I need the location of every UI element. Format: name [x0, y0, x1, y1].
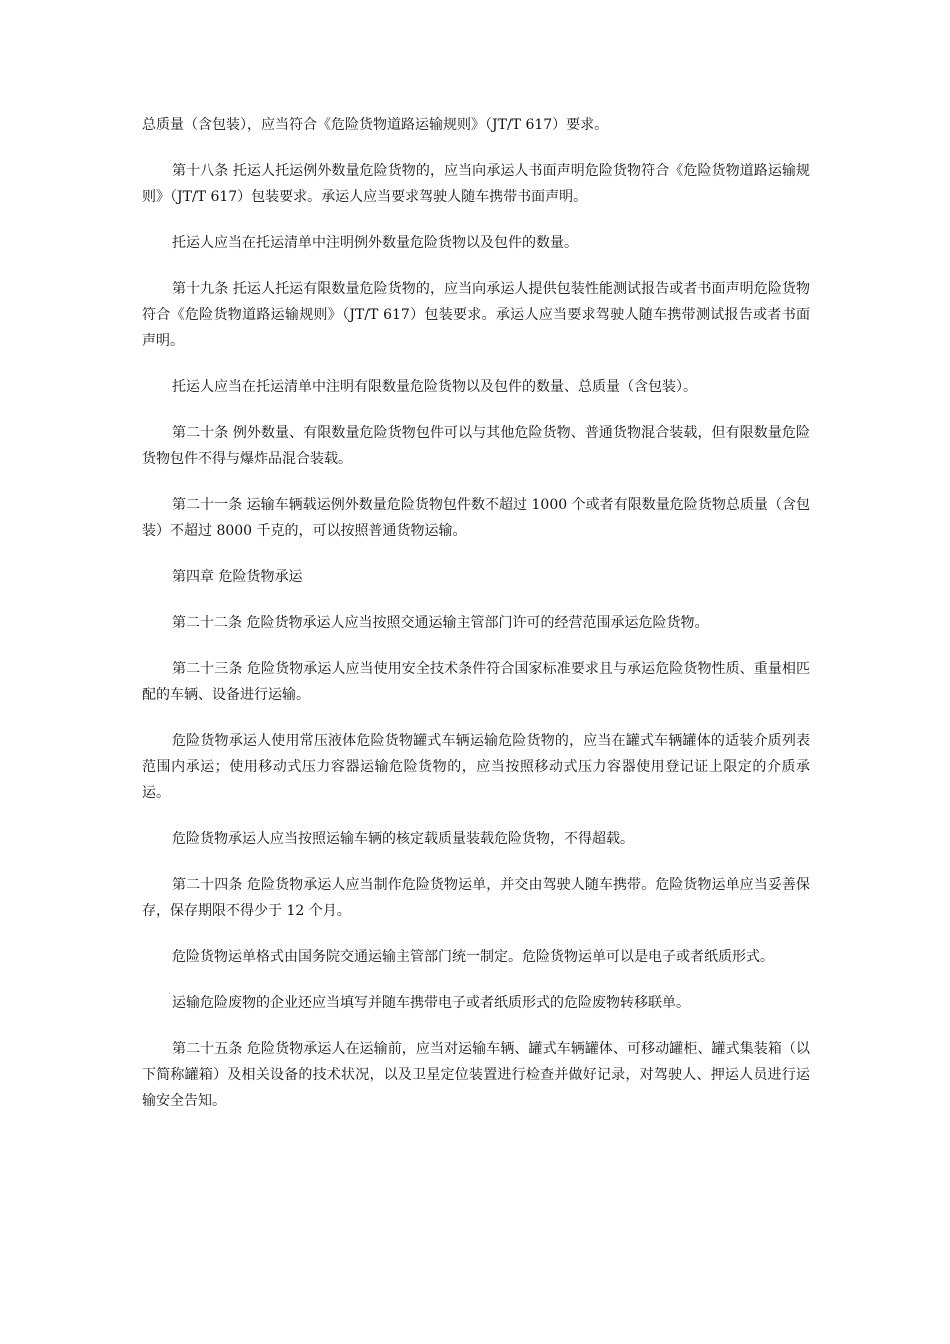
paragraph-article-19: 第十九条 托运人托运有限数量危险货物的，应当向承运人提供包装性能测试报告或者书面声明危险货物符合《危险货物道路运输规则》（JT/T 617）包装要求。承运人应当要求驾驶人随车携带测试报告或者书面声明。: [142, 281, 810, 349]
paragraph-article-25: 第二十五条 危险货物承运人在运输前，应当对运输车辆、罐式车辆罐体、可移动罐柜、罐式集装箱（以下简称罐箱）及相关设备的技术状况，以及卫星定位装置进行检查并做好记录，对驾驶人、押运人员进行运输安全告知。: [142, 1041, 810, 1109]
paragraph-article-20: 第二十条 例外数量、有限数量危险货物包件可以与其他危险货物、普通货物混合装载，但有限数量危险货物包件不得与爆炸品混合装载。: [142, 425, 810, 467]
paragraph-article-23-clause-2: 危险货物承运人使用常压液体危险货物罐式车辆运输危险货物的，应当在罐式车辆罐体的适装介质列表范围内承运；使用移动式压力容器运输危险货物的，应当按照移动式压力容器使用登记证上限定的介质承运。: [142, 733, 810, 801]
paragraph-article-24-clause-2: 危险货物运单格式由国务院交通运输主管部门统一制定。危险货物运单可以是电子或者纸质形式。: [172, 949, 774, 965]
paragraph-article-24: 第二十四条 危险货物承运人应当制作危险货物运单，并交由驾驶人随车携带。危险货物运单应当妥善保存，保存期限不得少于 12 个月。: [142, 877, 810, 919]
paragraph-article-24-clause-3: 运输危险废物的企业还应当填写并随车携带电子或者纸质形式的危险废物转移联单。: [172, 995, 690, 1011]
paragraph-article-22: 第二十二条 危险货物承运人应当按照交通运输主管部门许可的经营范围承运危险货物。: [172, 615, 709, 631]
document-page: [142, 112, 810, 1134]
paragraph-article-18: 第十八条 托运人托运例外数量危险货物的，应当向承运人书面声明危险货物符合《危险货物道路运输规则》（JT/T 617）包装要求。承运人应当要求驾驶人随车携带书面声明。: [142, 163, 810, 205]
paragraph-article-21: 第二十一条 运输车辆载运例外数量危险货物包件数不超过 1000 个或者有限数量危险货物总质量（含包装）不超过 8000 千克的，可以按照普通货物运输。: [142, 497, 810, 539]
paragraph-article-23-clause-3: 危险货物承运人应当按照运输车辆的核定载质量装载危险货物，不得超载。: [172, 831, 634, 847]
chapter-heading: 第四章 危险货物承运: [172, 569, 303, 585]
paragraph-article-19-clause-2: 托运人应当在托运清单中注明有限数量危险货物以及包件的数量、总质量（含包装）。: [172, 379, 697, 395]
paragraph-article-23: 第二十三条 危险货物承运人应当使用安全技术条件符合国家标准要求且与承运危险货物性质、重量相匹配的车辆、设备进行运输。: [142, 661, 810, 703]
paragraph-article-18-clause-2: 托运人应当在托运清单中注明例外数量危险货物以及包件的数量。: [172, 235, 578, 251]
paragraph-continuation: 总质量（含包装），应当符合《危险货物道路运输规则》（JT/T 617）要求。: [142, 117, 609, 133]
